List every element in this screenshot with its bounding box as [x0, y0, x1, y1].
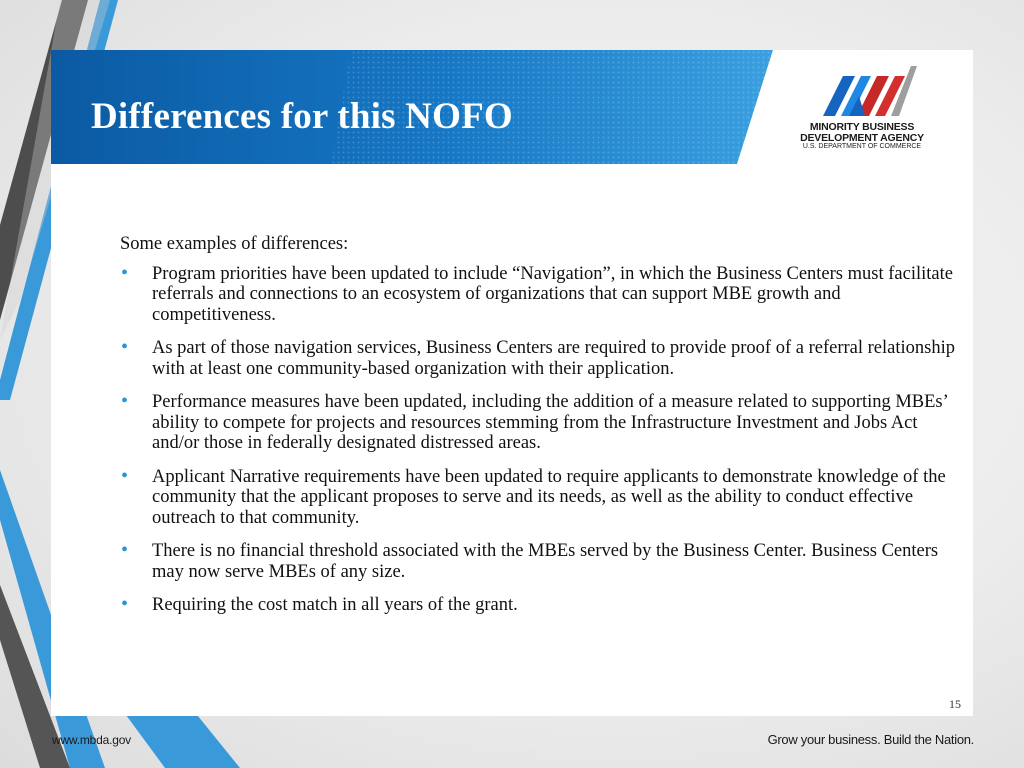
list-item-text: As part of those navigation services, Business Centers are required to provide proof of a referral relationship with at least one community-based organization with their application. [152, 338, 955, 379]
list-item [120, 392, 955, 454]
list-item-text: Applicant Narrative requirements have been updated to require applicants to demonstrate knowledge of the community that the applicant proposes to serve and its needs, as well as the ability to conduct effective outreach to that community. [152, 466, 946, 528]
bullet-icon: • [121, 539, 129, 561]
list-item-text: Program priorities have been updated to include “Navigation”, in which the Business Centers must facilitate referrals and connections to an ecosystem of organizations that can support MBE growth and competitiveness. [152, 263, 953, 325]
page-number: 15 [949, 697, 961, 711]
list-item [120, 338, 955, 379]
bullet-icon: • [121, 390, 129, 412]
bullet-icon: • [121, 464, 129, 487]
list-item [120, 464, 955, 529]
footer-tagline: Grow your business. Build the Nation. [767, 732, 974, 747]
mbda-logo-icon [821, 66, 917, 118]
slide-content [120, 234, 955, 629]
bullet-icon: • [121, 336, 129, 358]
list-item [120, 541, 955, 582]
logo-text-line3: U.S. DEPARTMENT OF COMMERCE [802, 143, 922, 150]
list-item-text: Performance measures have been updated, including the addition of a measure related to supporting MBEs’ ability to compete for projects and resources stemming from the Infrastructure Investment and Jobs Act and/or those in federally designated distressed areas. [152, 392, 948, 453]
list-item-text: There is no financial threshold associated with the MBEs served by the Business Center. Business Centers may now serve MBEs of any size. [152, 541, 939, 582]
bullet-icon: • [121, 261, 129, 284]
logo-text-line2: DEVELOPMENT AGENCY [800, 132, 924, 144]
list-item [120, 261, 955, 326]
intro-text: Some examples of differences: [120, 234, 349, 254]
bullet-list [120, 261, 955, 616]
list-item [120, 595, 955, 616]
logo-text-line1: MINORITY BUSINESS [809, 121, 915, 133]
list-item-text: Requiring the cost match in all years of the grant. [152, 595, 518, 615]
slide-card [51, 50, 973, 716]
bullet-icon: • [121, 593, 129, 615]
page-title: Differences for this NOFO [91, 96, 513, 137]
footer-url: www.mbda.gov [52, 733, 131, 747]
mbda-logo [796, 66, 926, 152]
